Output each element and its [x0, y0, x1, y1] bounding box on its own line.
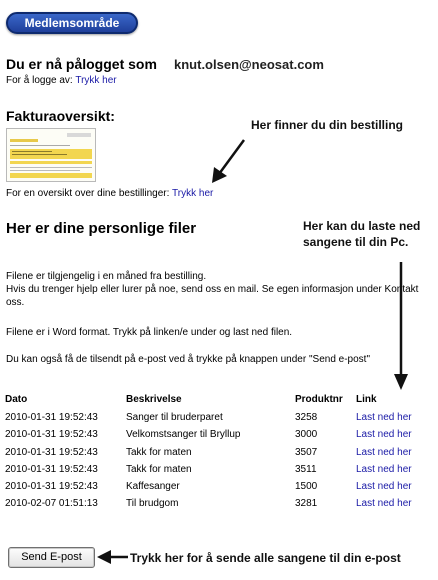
row-description: Kaffesanger — [126, 481, 180, 493]
row-date: 2010-01-31 19:52:43 — [5, 446, 98, 458]
row-description: Takk for maten — [126, 463, 192, 475]
info-line-help: Hvis du trenger hjelp eller lurer på noe, send oss en mail. Se egen informasjon under Kontakt oss. — [6, 284, 419, 308]
row-product-number: 3507 — [295, 446, 318, 458]
header-link: Link — [356, 394, 377, 405]
overview-link[interactable]: Trykk her — [172, 188, 214, 199]
table-row — [5, 464, 430, 481]
download-link[interactable]: Last ned her — [356, 412, 412, 423]
header-description: Beskrivelse — [126, 394, 182, 405]
header-product-number: Produktnr — [295, 394, 343, 405]
download-link[interactable]: Last ned her — [356, 446, 412, 458]
files-table — [5, 394, 430, 516]
table-header-row — [5, 394, 430, 412]
row-product-number: 1500 — [295, 481, 318, 493]
arrow-to-download-column — [394, 262, 408, 390]
logged-in-heading: Du er nå pålogget som — [6, 56, 157, 72]
arrow-to-send-button — [97, 550, 128, 564]
files-heading: Her er dine personlige filer — [6, 220, 197, 237]
download-link[interactable]: Last ned her — [356, 481, 412, 493]
row-date: 2010-01-31 19:52:43 — [5, 429, 98, 441]
info-paragraph-email: Du kan også få de tilsendt på e-post ved å trykke på knappen under "Send e-post" — [6, 354, 370, 365]
user-email: knut.olsen@neosat.com — [174, 57, 324, 72]
row-description: Til brudgom — [126, 498, 179, 510]
send-annotation: Trykk her for å sende alle sangene til din e-post — [130, 551, 401, 565]
invoice-heading: Fakturaoversikt: — [6, 108, 115, 124]
row-date: 2010-01-31 19:52:43 — [5, 481, 98, 493]
table-row — [5, 412, 430, 429]
download-link[interactable]: Last ned her — [356, 498, 412, 510]
info-paragraph-format: Filene er i Word format. Trykk på linken/e under og last ned filen. — [6, 327, 293, 338]
member-area-badge: Medlemsområde — [6, 12, 138, 34]
header-date: Dato — [5, 394, 28, 405]
row-date: 2010-01-31 19:52:43 — [5, 463, 98, 475]
invoice-annotation: Her finner du din bestilling — [251, 118, 404, 132]
logout-link[interactable]: Trykk her — [75, 75, 117, 86]
row-description: Takk for maten — [126, 446, 192, 458]
overview-prefix: For en oversikt over dine bestillinger: — [6, 188, 170, 199]
send-email-button[interactable]: Send E-post — [8, 547, 95, 568]
table-row — [5, 498, 430, 515]
row-product-number: 3511 — [295, 463, 317, 475]
row-description: Sanger til bruderparet — [126, 412, 223, 423]
info-line-availability: Filene er tilgjengelig i en måned fra bestilling. — [6, 271, 207, 282]
row-description: Velkomstsanger til Bryllup — [126, 429, 241, 441]
row-product-number: 3000 — [295, 429, 318, 441]
row-product-number: 3258 — [295, 412, 318, 423]
logout-prefix: For å logge av: — [6, 75, 73, 86]
row-product-number: 3281 — [295, 498, 318, 510]
row-date: 2010-02-07 01:51:13 — [5, 498, 98, 510]
download-annotation: Her kan du laste ned sangene til din Pc. — [303, 219, 421, 249]
download-link[interactable]: Last ned her — [356, 429, 412, 441]
table-row — [5, 447, 430, 464]
table-row — [5, 481, 430, 498]
row-date: 2010-01-31 19:52:43 — [5, 412, 98, 423]
table-row — [5, 429, 430, 446]
arrow-to-overview-link — [212, 140, 244, 183]
download-link[interactable]: Last ned her — [356, 463, 412, 475]
